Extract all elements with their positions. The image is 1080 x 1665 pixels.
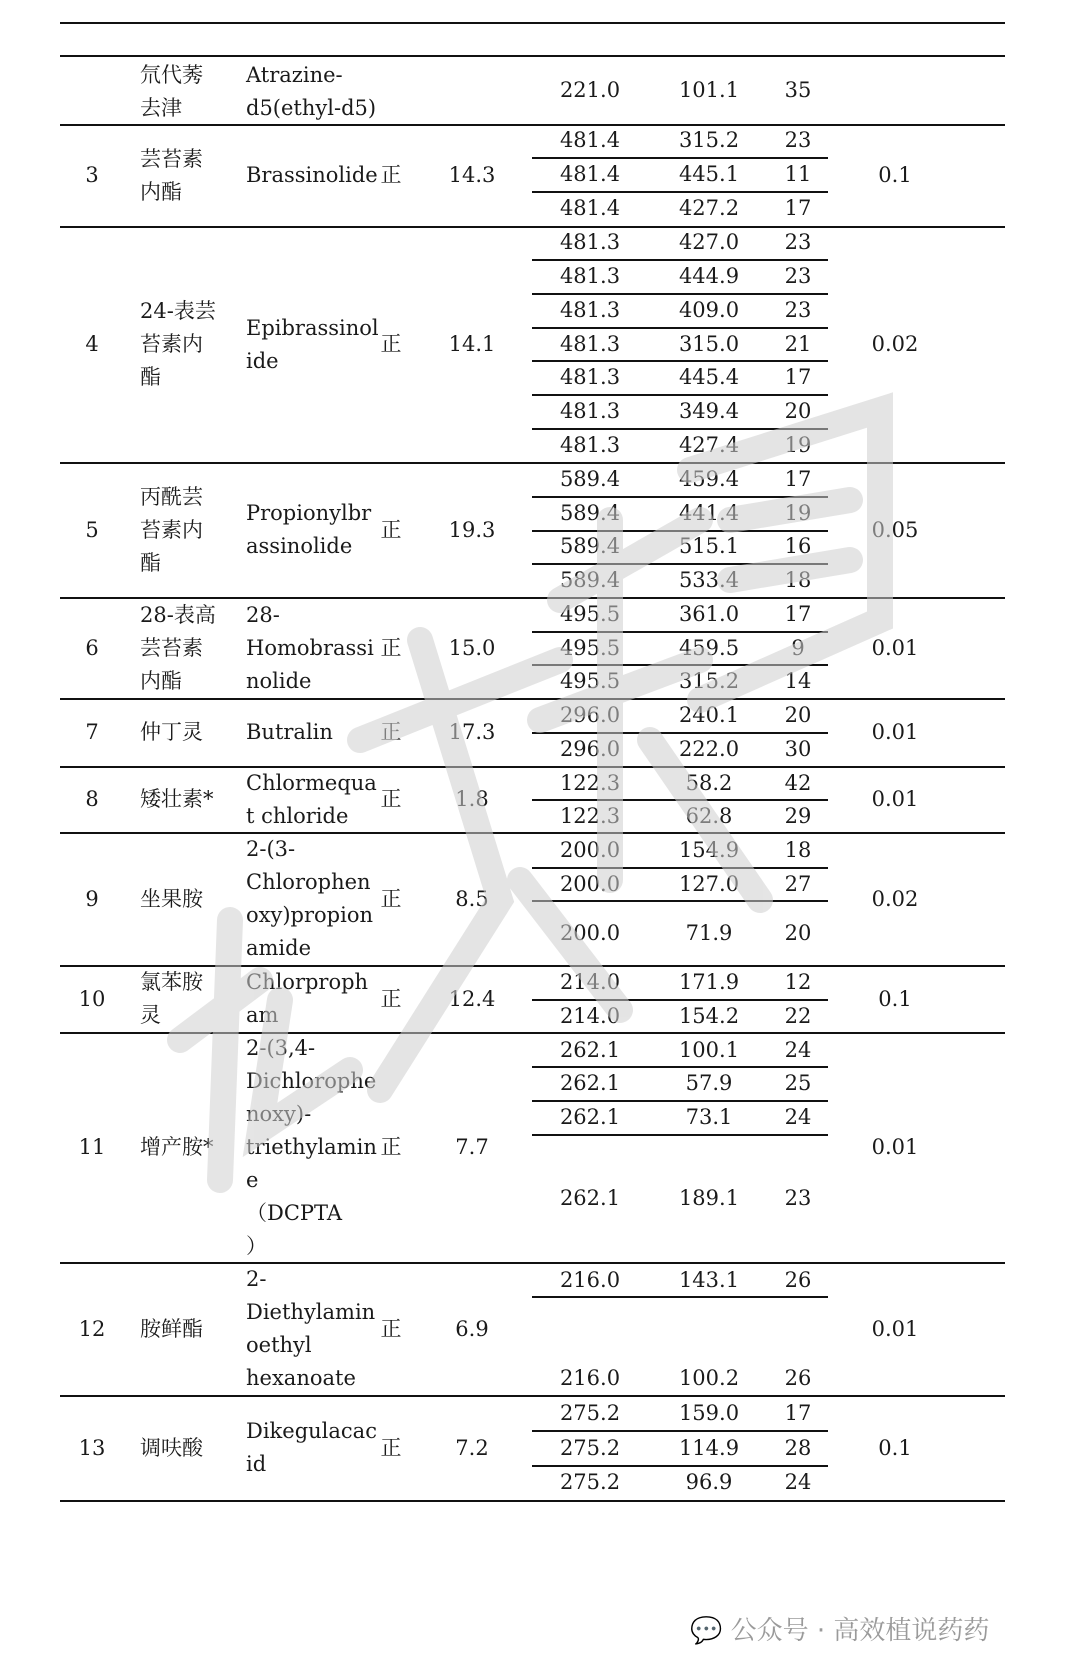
product-ion: 100.1 [678, 1038, 740, 1062]
retention-time: 7.2 [455, 1435, 489, 1460]
transition-rule [532, 394, 828, 396]
compound-name-cn: 调呋酸 [140, 1435, 203, 1460]
collision-energy: 19 [784, 501, 812, 525]
product-ion: 57.9 [685, 1071, 733, 1095]
compound-name-cn: 增产胺* [140, 1135, 214, 1159]
ion-mode: 正 [380, 1135, 402, 1159]
ion-mode: 正 [380, 332, 402, 356]
precursor-ion: 481.3 [559, 298, 621, 322]
retention-time: 14.3 [448, 163, 496, 187]
precursor-ion: 275.2 [559, 1401, 621, 1425]
transition-rule [532, 999, 828, 1001]
precursor-ion: 589.4 [559, 534, 621, 558]
transition-rule [532, 530, 828, 532]
transition-rule [532, 157, 828, 159]
compound-name-cn: 氯苯胺 [140, 970, 203, 994]
loq-value: 0.1 [878, 986, 912, 1011]
footer-label: 公众号 · 高效植说药药 [730, 1616, 990, 1646]
product-ion: 101.1 [678, 78, 740, 102]
ion-mode: 正 [380, 986, 402, 1011]
collision-energy: 11 [784, 162, 812, 186]
retention-time: 19.3 [448, 517, 496, 542]
compound-name-en: Dichlorophe [246, 1069, 377, 1093]
precursor-ion: 200.0 [559, 838, 621, 862]
transition-rule [532, 1066, 828, 1068]
ion-mode: 正 [380, 1435, 402, 1460]
transition-rule [532, 360, 828, 362]
precursor-ion: 216.0 [559, 1268, 621, 1292]
transition-rule [532, 496, 828, 498]
retention-time: 15.0 [448, 635, 496, 660]
collision-energy: 17 [784, 1401, 812, 1425]
compound-name-en: Atrazine- [246, 62, 343, 87]
row-number: 3 [85, 163, 99, 187]
product-ion: 62.8 [685, 804, 733, 828]
compound-name-en: ide [246, 348, 279, 373]
product-ion: 515.1 [678, 534, 740, 558]
compound-name-cn: 苔素内 [140, 332, 203, 356]
product-ion: 444.9 [678, 264, 740, 288]
collision-energy: 17 [784, 365, 812, 389]
collision-energy: 12 [784, 970, 812, 994]
compound-name-en: Diethylamin [246, 1300, 376, 1324]
collision-energy: 25 [784, 1071, 812, 1095]
precursor-ion: 200.0 [559, 872, 621, 896]
compound-name-cn: 灵 [140, 1003, 161, 1027]
precursor-ion: 495.5 [559, 669, 621, 693]
product-ion: 154.2 [678, 1004, 740, 1028]
compound-name-en: Brassinolide [246, 163, 378, 187]
precursor-ion: 122.3 [559, 804, 621, 828]
compound-name-en: assinolide [246, 534, 353, 558]
precursor-ion: 481.3 [559, 399, 621, 423]
retention-time: 12.4 [448, 986, 496, 1011]
row-number: 8 [85, 787, 99, 811]
precursor-ion: 481.4 [559, 196, 621, 220]
collision-energy: 24 [784, 1470, 812, 1494]
transition-rule [532, 867, 828, 869]
product-ion: 427.0 [678, 230, 740, 254]
ion-mode: 正 [380, 886, 402, 911]
retention-time: 7.7 [455, 1135, 489, 1159]
loq-value: 0.01 [871, 635, 919, 660]
retention-time: 17.3 [448, 720, 496, 744]
collision-energy: 17 [784, 602, 812, 626]
compound-name-en: am [246, 1003, 279, 1027]
collision-energy: 14 [784, 669, 812, 693]
precursor-ion: 262.1 [559, 1105, 621, 1129]
precursor-ion: 481.3 [559, 433, 621, 457]
compound-name-en: Chlorophen [246, 870, 371, 894]
collision-energy: 28 [784, 1436, 812, 1460]
row-number: 10 [78, 986, 106, 1011]
product-ion: 189.1 [678, 1186, 740, 1210]
product-ion: 58.2 [685, 771, 733, 795]
collision-energy: 16 [784, 534, 812, 558]
transition-rule [532, 1100, 828, 1102]
compound-name-cn: 24-表芸 [140, 299, 216, 323]
retention-time: 1.8 [455, 787, 489, 811]
compound-name-cn: 内酯 [140, 668, 182, 693]
ion-mode: 正 [380, 635, 402, 660]
collision-energy: 30 [784, 737, 812, 761]
compound-name-en: nolide [246, 668, 312, 693]
precursor-ion: 589.4 [559, 467, 621, 491]
collision-energy: 26 [784, 1268, 812, 1292]
ion-mode: 正 [380, 517, 402, 542]
precursor-ion: 214.0 [559, 970, 621, 994]
collision-energy: 23 [784, 230, 812, 254]
retention-time: 6.9 [455, 1316, 489, 1341]
compound-name-en: 2-(3,4- [246, 1036, 316, 1060]
row-number: 4 [85, 332, 99, 356]
compound-name-cn: 酯 [140, 365, 161, 389]
collision-energy: 17 [784, 196, 812, 220]
product-ion: 159.0 [678, 1401, 740, 1425]
compound-name-en: Butralin [246, 720, 333, 744]
collision-energy: 20 [784, 703, 812, 727]
precursor-ion: 214.0 [559, 1004, 621, 1028]
compound-name-cn: 坐果胺 [140, 886, 203, 911]
row-number: 12 [78, 1316, 106, 1341]
compound-name-en: 2- [246, 1267, 267, 1291]
precursor-ion: 262.1 [559, 1186, 621, 1210]
precursor-ion: 296.0 [559, 703, 621, 727]
compound-name-cn: 矮壮素* [140, 787, 214, 811]
ion-mode: 正 [380, 787, 402, 811]
transition-rule [532, 900, 828, 902]
loq-value: 0.05 [871, 517, 919, 542]
precursor-ion: 122.3 [559, 771, 621, 795]
transition-rule [532, 259, 828, 261]
precursor-ion: 216.0 [559, 1366, 621, 1390]
compound-name-en: oethyl [246, 1333, 312, 1357]
collision-energy: 23 [784, 298, 812, 322]
product-ion: 222.0 [678, 737, 740, 761]
product-ion: 73.1 [685, 1105, 733, 1129]
collision-energy: 26 [784, 1366, 812, 1390]
loq-value: 0.02 [871, 332, 919, 356]
collision-energy: 9 [791, 636, 805, 660]
ion-mode: 正 [380, 163, 402, 187]
product-ion: 315.0 [678, 332, 740, 356]
collision-energy: 17 [784, 467, 812, 491]
product-ion: 459.5 [678, 636, 740, 660]
compound-name-cn: 芸苔素 [140, 635, 203, 660]
product-ion: 349.4 [678, 399, 740, 423]
precursor-ion: 495.5 [559, 602, 621, 626]
product-ion: 171.9 [678, 970, 740, 994]
collision-energy: 21 [784, 332, 812, 356]
row-number: 9 [85, 886, 99, 911]
compound-name-en: t chloride [246, 803, 349, 828]
compound-name-en: ） [246, 1234, 267, 1258]
transition-rule [532, 799, 828, 801]
product-ion: 361.0 [678, 602, 740, 626]
transition-rule [532, 1296, 828, 1298]
compound-name-cn: 仲丁灵 [140, 720, 203, 744]
precursor-ion: 495.5 [559, 636, 621, 660]
compound-name-cn: 苔素内 [140, 517, 203, 542]
compound-name-en: d5(ethyl-d5) [246, 95, 377, 120]
compound-name-en: Chlorproph [246, 970, 369, 994]
retention-time: 14.1 [448, 332, 496, 356]
product-ion: 100.2 [678, 1366, 740, 1390]
compound-name-en: Chlormequa [246, 770, 377, 795]
product-ion: 127.0 [678, 872, 740, 896]
precursor-ion: 296.0 [559, 737, 621, 761]
precursor-ion: 262.1 [559, 1038, 621, 1062]
compound-name-en: amide [246, 936, 312, 960]
compound-name-cn: 去津 [140, 95, 182, 120]
loq-value: 0.1 [878, 1435, 912, 1460]
collision-energy: 20 [784, 921, 812, 945]
product-ion: 441.4 [678, 501, 740, 525]
compound-name-en: Homobrassi [246, 635, 374, 660]
loq-value: 0.01 [871, 787, 919, 811]
compound-name-en: Epibrassinol [246, 315, 379, 340]
collision-energy: 18 [784, 838, 812, 862]
collision-energy: 42 [784, 771, 812, 795]
collision-energy: 29 [784, 804, 812, 828]
transition-rule [532, 1430, 828, 1432]
product-ion: 114.9 [678, 1436, 740, 1460]
precursor-ion: 481.4 [559, 128, 621, 152]
table-rule [60, 1500, 1005, 1502]
precursor-ion: 262.1 [559, 1071, 621, 1095]
compound-name-cn: 28-表高 [140, 602, 216, 627]
ion-mode: 正 [380, 720, 402, 744]
product-ion: 315.2 [678, 128, 740, 152]
product-ion: 71.9 [685, 921, 733, 945]
product-ion: 315.2 [678, 669, 740, 693]
precursor-ion: 481.3 [559, 365, 621, 389]
retention-time: 8.5 [455, 886, 489, 911]
collision-energy: 23 [784, 128, 812, 152]
loq-value: 0.01 [871, 720, 919, 744]
collision-energy: 35 [784, 78, 812, 102]
collision-energy: 20 [784, 399, 812, 423]
precursor-ion: 481.3 [559, 230, 621, 254]
table-rule [60, 22, 1005, 24]
collision-energy: 19 [784, 433, 812, 457]
precursor-ion: 275.2 [559, 1436, 621, 1460]
row-number: 7 [85, 720, 99, 744]
compound-name-cn: 芸苔素 [140, 146, 203, 171]
precursor-ion: 589.4 [559, 568, 621, 592]
transition-rule [532, 191, 828, 193]
footer-credit [690, 1610, 989, 1647]
compound-name-en: Dikegulacac [246, 1419, 377, 1443]
collision-energy: 27 [784, 872, 812, 896]
transition-rule [532, 1465, 828, 1467]
compound-name-cn: 酯 [140, 550, 161, 575]
compound-name-en: oxy)propion [246, 903, 373, 927]
transition-rule [532, 631, 828, 633]
wechat-icon: 💬 [690, 1616, 723, 1646]
loq-value: 0.01 [871, 1135, 919, 1159]
row-number: 13 [78, 1435, 106, 1460]
compound-name-cn: 丙酰芸 [140, 484, 203, 509]
compound-name-en: 2-(3- [246, 837, 296, 861]
precursor-ion: 481.3 [559, 332, 621, 356]
transition-rule [532, 664, 828, 666]
loq-value: 0.01 [871, 1316, 919, 1341]
product-ion: 533.4 [678, 568, 740, 592]
collision-energy: 23 [784, 264, 812, 288]
compound-name-en: 28- [246, 602, 280, 627]
transition-rule [532, 1134, 828, 1136]
product-ion: 427.4 [678, 433, 740, 457]
precursor-ion: 200.0 [559, 921, 621, 945]
transition-rule [532, 293, 828, 295]
compound-name-en: id [246, 1452, 267, 1476]
precursor-ion: 481.4 [559, 162, 621, 186]
loq-value: 0.1 [878, 163, 912, 187]
collision-energy: 24 [784, 1038, 812, 1062]
collision-energy: 18 [784, 568, 812, 592]
product-ion: 96.9 [685, 1470, 733, 1494]
precursor-ion: 589.4 [559, 501, 621, 525]
ion-mode: 正 [380, 1316, 402, 1341]
row-number: 11 [78, 1135, 106, 1159]
compound-name-en: noxy)- [246, 1102, 312, 1126]
compound-name-en: Propionylbr [246, 501, 372, 525]
collision-energy: 23 [784, 1186, 812, 1210]
product-ion: 240.1 [678, 703, 740, 727]
row-number: 5 [85, 517, 99, 542]
collision-energy: 24 [784, 1105, 812, 1129]
product-ion: 143.1 [678, 1268, 740, 1292]
precursor-ion: 221.0 [559, 78, 621, 102]
precursor-ion: 275.2 [559, 1470, 621, 1494]
compound-name-en: triethylamin [246, 1135, 377, 1159]
compound-name-en: e [246, 1168, 259, 1192]
product-ion: 427.2 [678, 196, 740, 220]
loq-value: 0.02 [871, 886, 919, 911]
precursor-ion: 481.3 [559, 264, 621, 288]
collision-energy: 22 [784, 1004, 812, 1028]
compound-name-cn: 胺鲜酯 [140, 1316, 203, 1341]
compound-name-cn: 内酯 [140, 179, 182, 204]
product-ion: 409.0 [678, 298, 740, 322]
transition-rule [532, 563, 828, 565]
product-ion: 154.9 [678, 838, 740, 862]
compound-name-en: （DCPTA [246, 1201, 343, 1225]
transition-rule [532, 327, 828, 329]
compound-name-cn: 氘代莠 [140, 62, 203, 87]
compound-name-en: hexanoate [246, 1366, 356, 1390]
product-ion: 445.1 [678, 162, 740, 186]
product-ion: 445.4 [678, 365, 740, 389]
row-number: 6 [85, 635, 99, 660]
transition-rule [532, 428, 828, 430]
product-ion: 459.4 [678, 467, 740, 491]
transition-rule [532, 732, 828, 734]
